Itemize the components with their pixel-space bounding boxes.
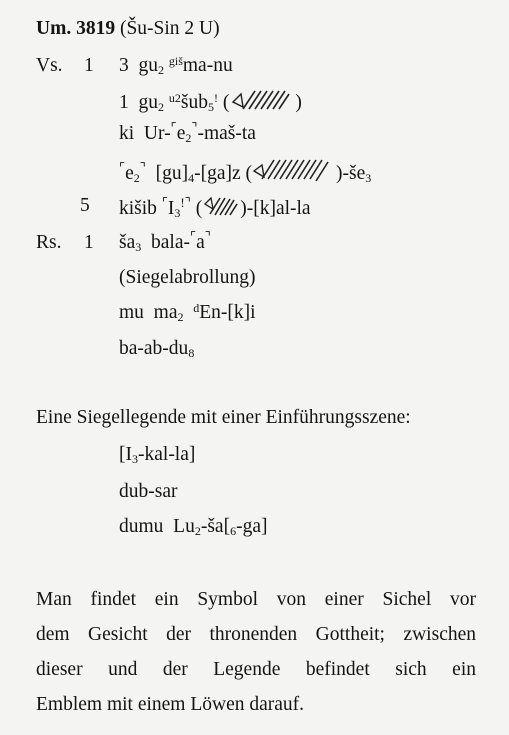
line-number: 1 <box>84 232 94 253</box>
seal-impression-note: (Siegelabrollung) <box>119 267 256 288</box>
seal-line-1: $[I_3-kal-la]$ <box>119 444 196 466</box>
obverse-side-label: Vs. <box>36 55 63 76</box>
reverse-side-label: Rs. <box>36 232 62 253</box>
damaged-sign-hatching <box>252 157 336 183</box>
commentary-line: dem Gesicht der thronenden Gottheit; zwischen <box>36 624 476 645</box>
damaged-sign-hatching <box>202 194 240 218</box>
seal-line-3: dumu $Lu_2-ša[_6-ga]$ <box>119 516 268 538</box>
commentary-line: Man findet ein Symbol von einer Sichel vor <box>36 589 476 610</box>
commentary-line: Emblem mit einem Löwen darauf. <box>36 694 305 715</box>
commentary-paragraph <box>36 582 476 722</box>
tablet-dating: (Šu-Sin 2 U) <box>119 18 220 39</box>
tablet-header <box>36 17 220 41</box>
seal-intro: Eine Siegellegende mit einer Einführungsszene: <box>36 407 411 428</box>
commentary-line: dieser und der Legende befindet sich ein <box>36 659 476 680</box>
seal-line-2: dub-sar <box>119 481 178 502</box>
line-number: 5 <box>80 195 90 216</box>
document-page: Um. 3819 (Šu-Sin 2 U) Vs. 1 3 $gu_2$ $^{giš}$ma-nu 1 $gu_2$ $^{u2}$šub$_5$! ( ) ki $Ur-^⌜e_2^⌝-maš-ta$ $^⌜e_2^⌝$ $[gu]_4-[ga]z$ ( )$-še_3$ 5 kišib $^⌜I_3^{!⌝}$ ( )-[k]al-la Rs. 1 $ša_3$ bala-⌜a⌝ (Siegelabrollung) mu $ma_2$ $^d$En-[k]i $ba-ab-du_8$ Eine Siegellegende mit einer Einführungsszene: $[I_3-kal-la]$ dub-sar dumu $Lu_2-ša[_6-ga]$ Man findet ein Symbol von einer Sichel vor dem Gesicht der thronenden Gottheit; zwischen dieser und der Legende befindet sich ein Emblem mit einem Löwen darauf. <box>0 0 509 735</box>
tablet-id: Um. 3819 <box>36 18 116 39</box>
damaged-sign-hatching <box>229 88 295 112</box>
line-number: 1 <box>84 55 94 76</box>
